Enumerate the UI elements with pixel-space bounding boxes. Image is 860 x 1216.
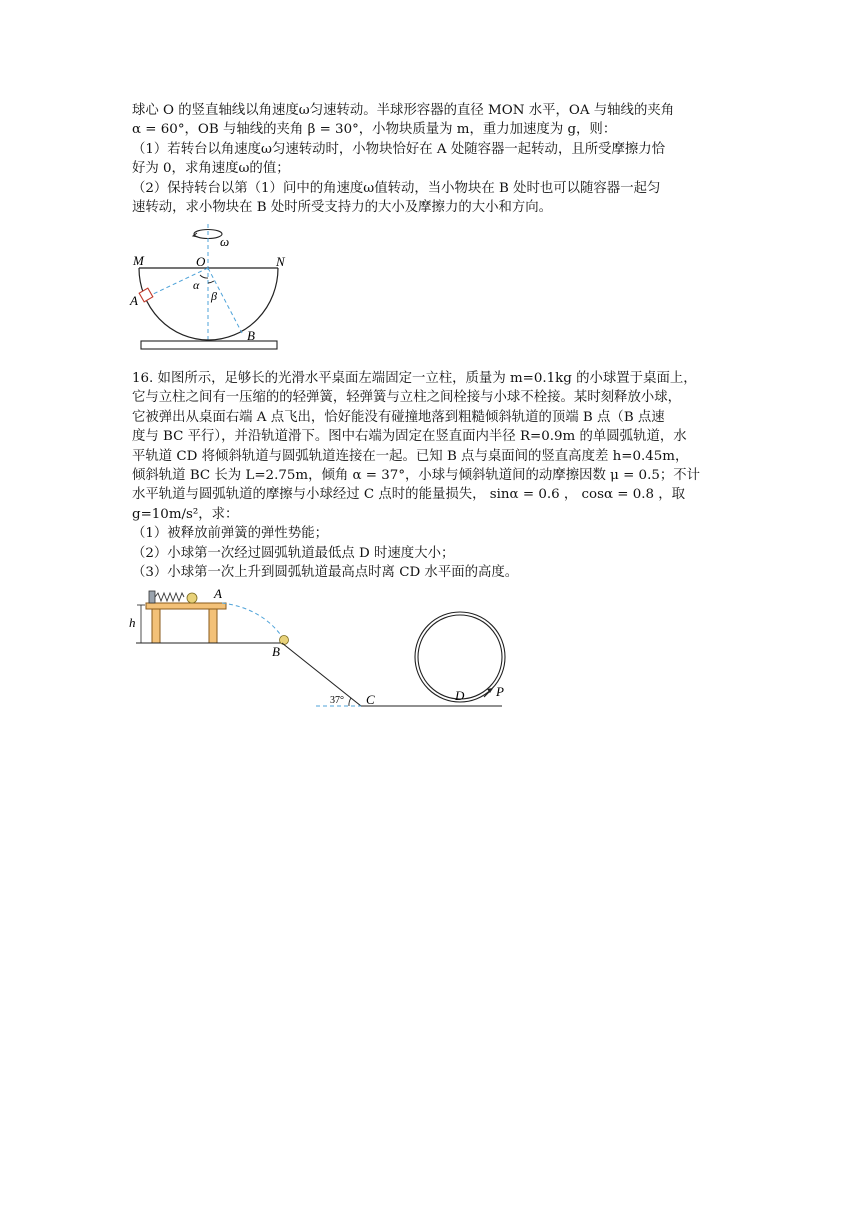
q16-line-7: 水平轨道与圆弧轨道的摩擦与小球经过 C 点时的能量损失， sinα = 0.6 ， cosα = 0.8 ，取 [132, 487, 686, 503]
label-D: D [455, 688, 465, 703]
q15-line-2: α = 60°，OB 与轴线的夹角 β = 30°，小物块质量为 m，重力加速度为 g，则： [132, 122, 617, 138]
label-A16: A [214, 586, 222, 601]
label-alpha: α [193, 278, 200, 292]
q16-track-figure [128, 584, 518, 712]
q15-text [132, 101, 732, 217]
table-leg-left [152, 609, 160, 643]
q15-line-3: （1）若转台以角速度ω匀速转动时，小物块恰好在 A 处随容器一起转动，且所受摩擦力恰 [132, 141, 666, 157]
label-angle: 37° [330, 695, 344, 706]
label-B16: B [272, 644, 280, 659]
label-B: B [247, 328, 255, 343]
q16-line-2: 它与立柱之间有一压缩的的轻弹簧，轻弹簧与立柱之间栓接与小球不栓接。某时刻释放小球， [132, 390, 682, 406]
q15-bowl-figure [128, 222, 298, 352]
q16-line-1: 16. 如图所示，足够长的光滑水平桌面左端固定一立柱，质量为 m=0.1kg 的小球置于桌面上， [132, 371, 697, 386]
label-N: N [276, 254, 285, 269]
label-beta: β [211, 289, 217, 303]
q16-line-10: （2）小球第一次经过圆弧轨道最低点 D 时速度大小； [132, 545, 455, 561]
label-M: M [133, 253, 144, 268]
label-O: O [196, 254, 206, 269]
q15-line-4: 好为 0，求角速度ω的值； [132, 161, 290, 177]
q16-line-8: g=10m/s²，求： [132, 506, 239, 522]
q15-line-5: （2）保持转台以第（1）问中的角速度ω值转动，当小物块在 B 处时也可以随容器一起匀 [132, 180, 661, 196]
spring-icon [155, 593, 184, 601]
q16-line-6: 倾斜轨道 BC 长为 L=2.75m，倾角 α = 37°，小球与倾斜轨道间的动摩擦因数 μ = 0.5；不计 [132, 467, 701, 483]
q16-line-11: （3）小球第一次上升到圆弧轨道最高点时离 CD 水平面的高度。 [132, 564, 519, 580]
q16-line-3: 它被弹出从桌面右端 A 点飞出，恰好能没有碰撞地落到粗糙倾斜轨道的顶端 B 点（B 点速 [132, 409, 665, 425]
label-A: A [130, 293, 138, 308]
fixed-post [149, 591, 155, 603]
q16-line-4: 度与 BC 平行），并沿轨道滑下。图中右端为固定在竖直面内半径 R=0.9m 的单圆弧轨道，水 [132, 429, 687, 445]
q16-line-9: （1）被释放前弹簧的弹性势能； [132, 526, 328, 542]
ball-at-B [280, 636, 289, 645]
label-P: P [496, 684, 504, 699]
label-C: C [366, 692, 375, 707]
small-block [139, 288, 153, 302]
q16-line-5: 平轨道 CD 将倾斜轨道与圆弧轨道连接在一起。已知 B 点与桌面间的竖直高度差 h=0.45m， [132, 448, 689, 464]
incline-BC [282, 643, 361, 706]
label-omega: ω [220, 234, 230, 249]
q15-line-1: 球心 O 的竖直轴线以角速度ω匀速转动。半球形容器的直径 MON 水平，OA 与轴线的夹角 [132, 103, 675, 118]
table-leg-right [209, 609, 217, 643]
circular-loop-inner [418, 615, 502, 699]
q16-text [132, 369, 732, 582]
projectile-trajectory [222, 603, 283, 638]
label-h: h [129, 615, 136, 630]
q15-line-6: 速转动，求小物块在 B 处时所受支持力的大小及摩擦力的大小和方向。 [132, 199, 553, 215]
ball-on-table [187, 593, 197, 603]
table-top [146, 603, 226, 609]
turntable-base [141, 341, 277, 349]
